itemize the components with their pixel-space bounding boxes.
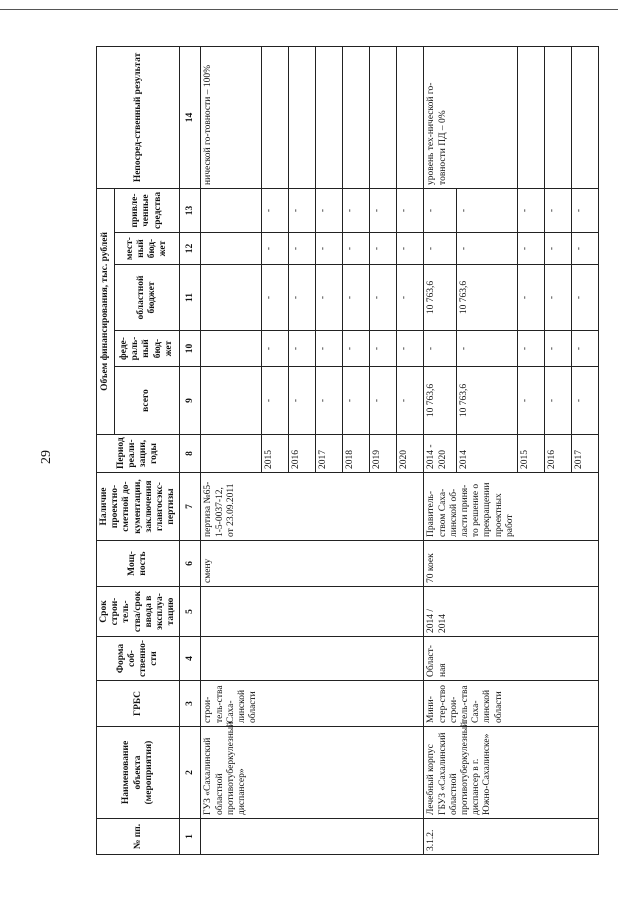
cell-grbs: строи-тель-ства Саха-линской области bbox=[201, 681, 424, 727]
cell-value: - bbox=[518, 265, 545, 331]
cell-value: - bbox=[518, 188, 545, 232]
cell-year: 2017 bbox=[572, 435, 599, 473]
cell-attracted bbox=[201, 188, 262, 232]
col-number: 1 bbox=[180, 819, 201, 855]
cell-docs: пертиза №65-1-5-0037-12, от 23.09.2011 bbox=[201, 473, 424, 541]
cell-value: - bbox=[545, 367, 572, 435]
cell-regional: 10 763,6 bbox=[424, 265, 457, 331]
cell-value: - bbox=[262, 367, 289, 435]
cell-local: - bbox=[424, 233, 457, 265]
cell-value: - bbox=[572, 188, 599, 232]
cell-federal bbox=[201, 331, 262, 367]
cell-value: - bbox=[397, 331, 424, 367]
cell-result bbox=[397, 46, 424, 188]
col-number: 11 bbox=[180, 265, 201, 331]
rotated-table-wrapper bbox=[96, 47, 599, 855]
cell-value: - bbox=[343, 188, 370, 232]
cell-value: - bbox=[316, 233, 343, 265]
cell-value: - bbox=[397, 233, 424, 265]
cell-total bbox=[201, 367, 262, 435]
col-number: 2 bbox=[180, 727, 201, 819]
cell-value: - bbox=[572, 265, 599, 331]
header-form: Форма соб-ственно-сти bbox=[97, 637, 180, 681]
cell-value: - bbox=[289, 367, 316, 435]
header-finance-group: Объем финансирования, тыс. рублей bbox=[97, 188, 115, 434]
cell-value: - bbox=[545, 331, 572, 367]
cell-value: - bbox=[370, 233, 397, 265]
column-number-row bbox=[180, 46, 201, 854]
cell-attracted: - bbox=[424, 188, 457, 232]
cell-value: - bbox=[289, 331, 316, 367]
cell-form bbox=[201, 637, 424, 681]
cell-result bbox=[289, 46, 316, 188]
cell-value: - bbox=[545, 188, 572, 232]
cell-value: - bbox=[518, 367, 545, 435]
table-row bbox=[201, 46, 262, 854]
cell-result bbox=[343, 46, 370, 188]
cell-period bbox=[201, 435, 262, 473]
cell-local: - bbox=[457, 233, 518, 265]
col-number: 12 bbox=[180, 233, 201, 265]
col-number: 7 bbox=[180, 473, 201, 541]
cell-value: - bbox=[397, 188, 424, 232]
cell-year: 2016 bbox=[289, 435, 316, 473]
cell-power: смену bbox=[201, 541, 424, 587]
page-top-rule bbox=[0, 9, 618, 10]
cell-result bbox=[262, 46, 289, 188]
page-number: 29 bbox=[39, 450, 54, 464]
cell-year: 2015 bbox=[262, 435, 289, 473]
cell-value: - bbox=[316, 265, 343, 331]
cell-regional bbox=[201, 265, 262, 331]
cell-year: 2014 bbox=[457, 435, 518, 473]
cell-value: - bbox=[262, 188, 289, 232]
cell-value: - bbox=[370, 331, 397, 367]
cell-result bbox=[545, 46, 572, 188]
cell-result bbox=[518, 46, 545, 188]
col-number: 5 bbox=[180, 587, 201, 637]
cell-value: - bbox=[289, 188, 316, 232]
cell-local bbox=[201, 233, 262, 265]
cell-docs: Правитель-ством Саха-линской об-ласти приня-то решение о прекращении проектных работ bbox=[424, 473, 599, 541]
table-row bbox=[424, 46, 457, 854]
cell-result bbox=[370, 46, 397, 188]
cell-value: - bbox=[262, 331, 289, 367]
cell-value: - bbox=[370, 367, 397, 435]
header-regional: областной бюджет bbox=[114, 265, 180, 331]
cell-name: ГУЗ «Сахалинский областной противотуберкулезный диспансер» bbox=[201, 727, 424, 819]
header-grbs: ГРБС bbox=[97, 681, 180, 727]
cell-num: 3.1.2. bbox=[424, 819, 599, 855]
cell-attracted: - bbox=[457, 188, 518, 232]
cell-federal: - bbox=[457, 331, 518, 367]
cell-year: 2016 bbox=[545, 435, 572, 473]
cell-total: 10 763,6 bbox=[424, 367, 457, 435]
cell-value: - bbox=[518, 233, 545, 265]
cell-num bbox=[201, 819, 424, 855]
cell-value: - bbox=[289, 265, 316, 331]
cell-value: - bbox=[343, 233, 370, 265]
cell-year: 2018 bbox=[343, 435, 370, 473]
cell-value: - bbox=[572, 331, 599, 367]
col-number: 8 bbox=[180, 435, 201, 473]
cell-result: уровень тех-нической го-товности ПД – 0% bbox=[424, 46, 518, 188]
col-number: 10 bbox=[180, 331, 201, 367]
cell-term: 2014 / 2014 bbox=[424, 587, 599, 637]
finance-table bbox=[96, 46, 599, 855]
cell-name: Лечебный корпус ГБУЗ «Сахалинский областной противотуберкулезный диспансер в г. Южно-Сахалинске» bbox=[424, 727, 599, 819]
col-number: 6 bbox=[180, 541, 201, 587]
cell-value: - bbox=[518, 331, 545, 367]
cell-form: Област-ная bbox=[424, 637, 599, 681]
cell-value: - bbox=[316, 188, 343, 232]
cell-value: - bbox=[262, 265, 289, 331]
col-number: 9 bbox=[180, 367, 201, 435]
cell-value: - bbox=[343, 367, 370, 435]
cell-value: - bbox=[343, 265, 370, 331]
cell-value: - bbox=[370, 265, 397, 331]
cell-power: 70 коек bbox=[424, 541, 599, 587]
cell-value: - bbox=[316, 331, 343, 367]
cell-year: 2019 bbox=[370, 435, 397, 473]
header-result: Непосред-ственный результат bbox=[97, 46, 180, 188]
cell-result bbox=[316, 46, 343, 188]
cell-value: - bbox=[545, 265, 572, 331]
cell-term bbox=[201, 587, 424, 637]
header-term: Срок строи-тель-ства/срок ввода в эксплуа-тацию bbox=[97, 587, 180, 637]
cell-value: - bbox=[545, 233, 572, 265]
cell-year: 2020 bbox=[397, 435, 424, 473]
header-federal: феде-раль-ный бюд-жет bbox=[114, 331, 180, 367]
cell-federal: - bbox=[424, 331, 457, 367]
header-name: Наименование объекта (мероприятия) bbox=[97, 727, 180, 819]
header-docs: Наличие проектно-сметной до-кументации, заключения главгосэкс-пертизы bbox=[97, 473, 180, 541]
header-local: мест-ный бюд-жет bbox=[114, 233, 180, 265]
cell-value: - bbox=[343, 331, 370, 367]
cell-result: нической го-товности – 100% bbox=[201, 46, 262, 188]
cell-period: 2014 - 2020 bbox=[424, 435, 457, 473]
col-number: 3 bbox=[180, 681, 201, 727]
header-period: Период реали-зации, годы bbox=[97, 435, 180, 473]
header-row-1 bbox=[97, 46, 115, 854]
cell-value: - bbox=[316, 367, 343, 435]
header-power: Мощ-ность bbox=[97, 541, 180, 587]
cell-total: 10 763,6 bbox=[457, 367, 518, 435]
cell-year: 2017 bbox=[316, 435, 343, 473]
col-number: 13 bbox=[180, 188, 201, 232]
cell-result bbox=[572, 46, 599, 188]
col-number: 14 bbox=[180, 46, 201, 188]
cell-value: - bbox=[572, 233, 599, 265]
cell-value: - bbox=[262, 233, 289, 265]
cell-grbs: Мини-стер-ство строи-тель-ства Саха-линской области bbox=[424, 681, 599, 727]
cell-value: - bbox=[289, 233, 316, 265]
col-number: 4 bbox=[180, 637, 201, 681]
header-total: всего bbox=[114, 367, 180, 435]
cell-value: - bbox=[572, 367, 599, 435]
header-attracted: привле-ченные средства bbox=[114, 188, 180, 232]
cell-value: - bbox=[397, 265, 424, 331]
header-num: № пп. bbox=[97, 819, 180, 855]
cell-year: 2015 bbox=[518, 435, 545, 473]
cell-regional: 10 763,6 bbox=[457, 265, 518, 331]
cell-value: - bbox=[370, 188, 397, 232]
cell-value: - bbox=[397, 367, 424, 435]
